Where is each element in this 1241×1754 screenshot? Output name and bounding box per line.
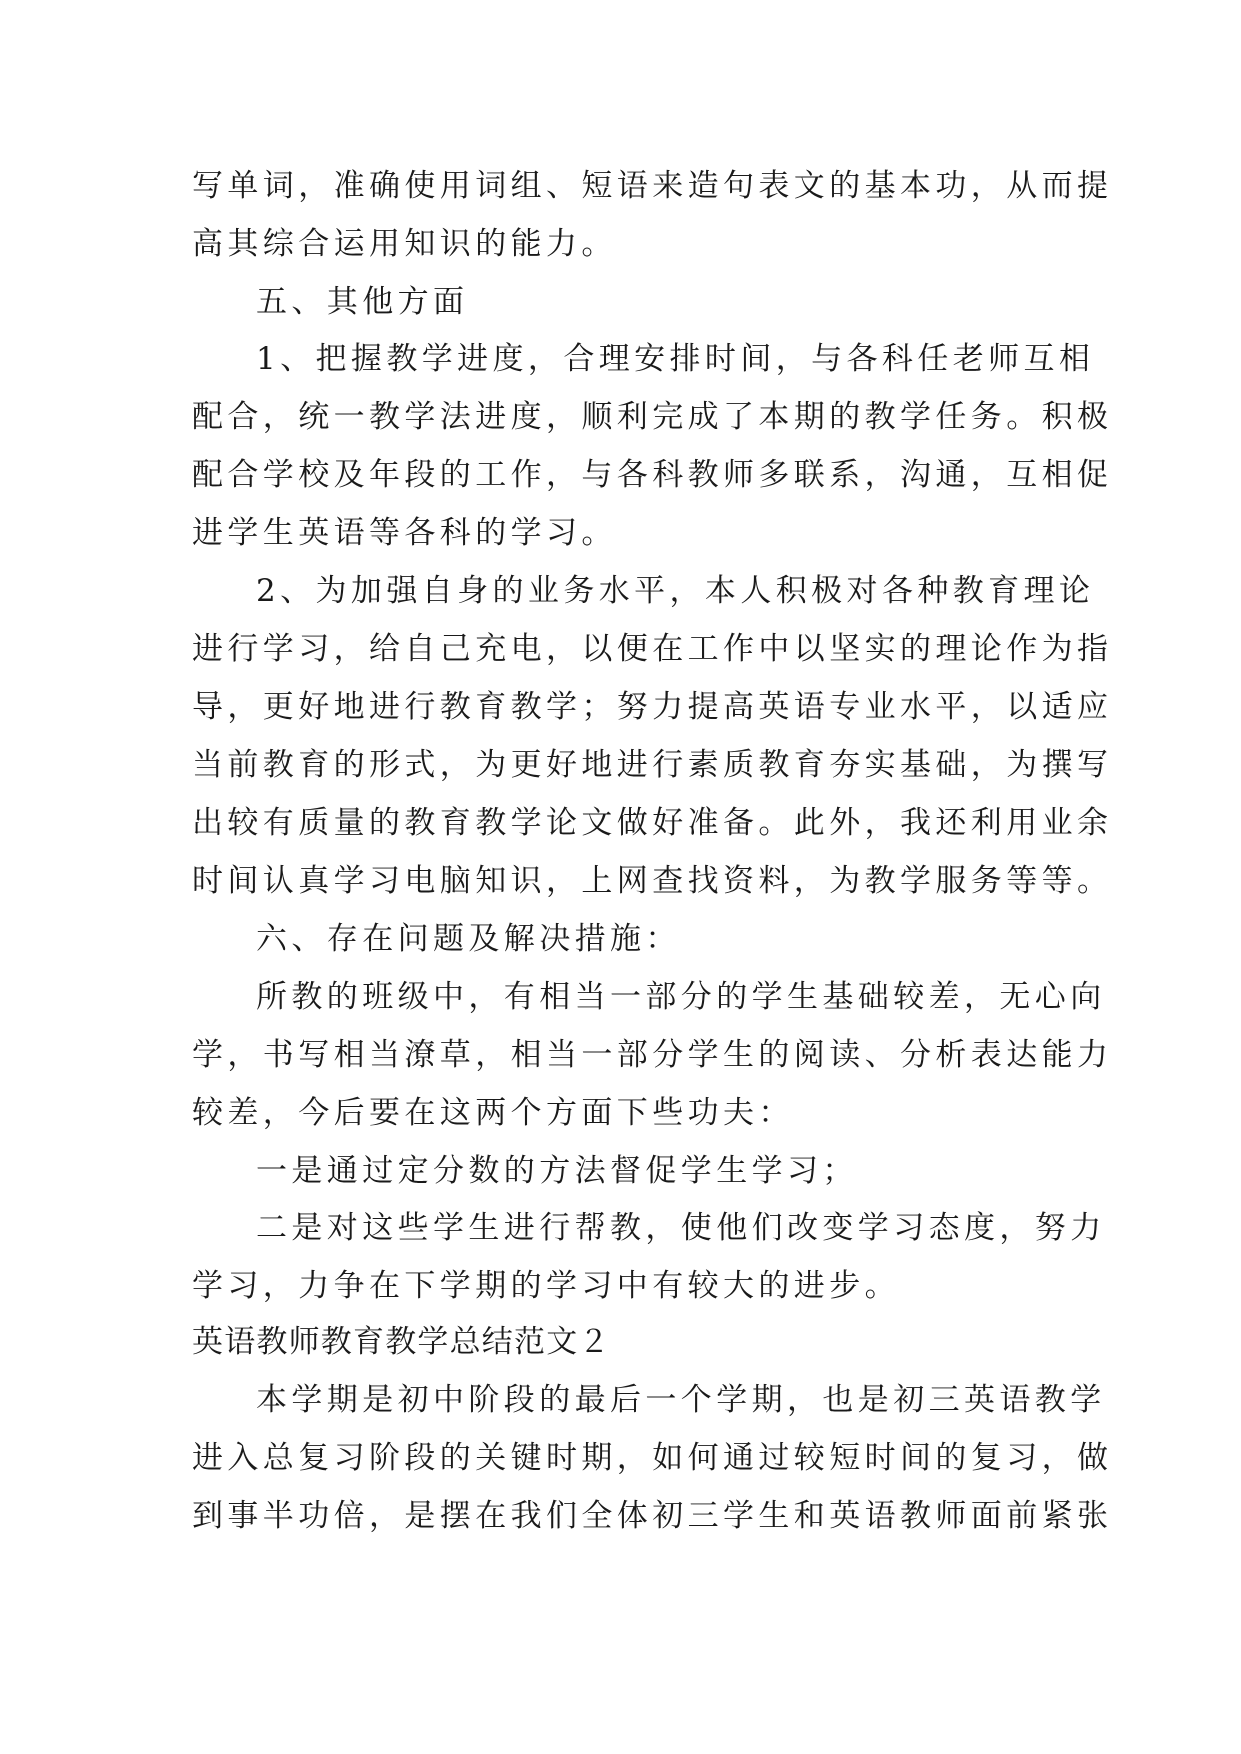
document-title: 英语教师教育教学总结范文２ [192,1324,611,1360]
body-text-line: 时间认真学习电脑知识，上网查找资料，为教学服务等等。 [192,863,1113,899]
body-text-line: 学习，力争在下学期的学习中有较大的进步。 [192,1268,900,1304]
body-text-line: 进入总复习阶段的关键时期，如何通过较短时间的复习，做 [192,1440,1113,1476]
body-text-line: 所教的班级中，有相当一部分的学生基础较差，无心向 [256,979,1106,1015]
body-text-line: 1、把握教学进度，合理安排时间，与各科任老师互相 [256,341,1095,377]
body-text-line: 二是对这些学生进行帮教，使他们改变学习态度，努力 [256,1210,1106,1246]
body-text-line: 到事半功倍，是摆在我们全体初三学生和英语教师面前紧张 [192,1498,1113,1534]
body-text-line: 配合，统一教学法进度，顺利完成了本期的教学任务。积极 [192,399,1113,435]
body-text-line: 当前教育的形式，为更好地进行素质教育夯实基础，为撰写 [192,747,1113,783]
body-text-line: 学，书写相当潦草，相当一部分学生的阅读、分析表达能力 [192,1037,1113,1073]
body-text-line: 配合学校及年段的工作，与各科教师多联系，沟通，互相促 [192,457,1113,493]
body-text-line: 进学生英语等各科的学习。 [192,515,617,551]
body-text-line: 导，更好地进行教育教学；努力提高英语专业水平，以适应 [192,689,1113,725]
section-heading: 五、其他方面 [256,284,469,320]
body-text-line: 一是通过定分数的方法督促学生学习； [256,1153,858,1189]
body-text-line: 写单词，准确使用词组、短语来造句表文的基本功，从而提 [192,168,1113,204]
body-text-line: 本学期是初中阶段的最后一个学期，也是初三英语教学 [256,1382,1106,1418]
body-text-line: 2、为加强自身的业务水平，本人积极对各种教育理论 [256,573,1095,609]
section-heading: 六、存在问题及解决措施： [256,921,681,957]
body-text-line: 进行学习，给自己充电，以便在工作中以坚实的理论作为指 [192,631,1113,667]
body-text-line: 出较有质量的教育教学论文做好准备。此外，我还利用业余 [192,805,1113,841]
body-text-line: 高其综合运用知识的能力。 [192,226,617,262]
body-text-line: 较差，今后要在这两个方面下些功夫： [192,1095,794,1131]
